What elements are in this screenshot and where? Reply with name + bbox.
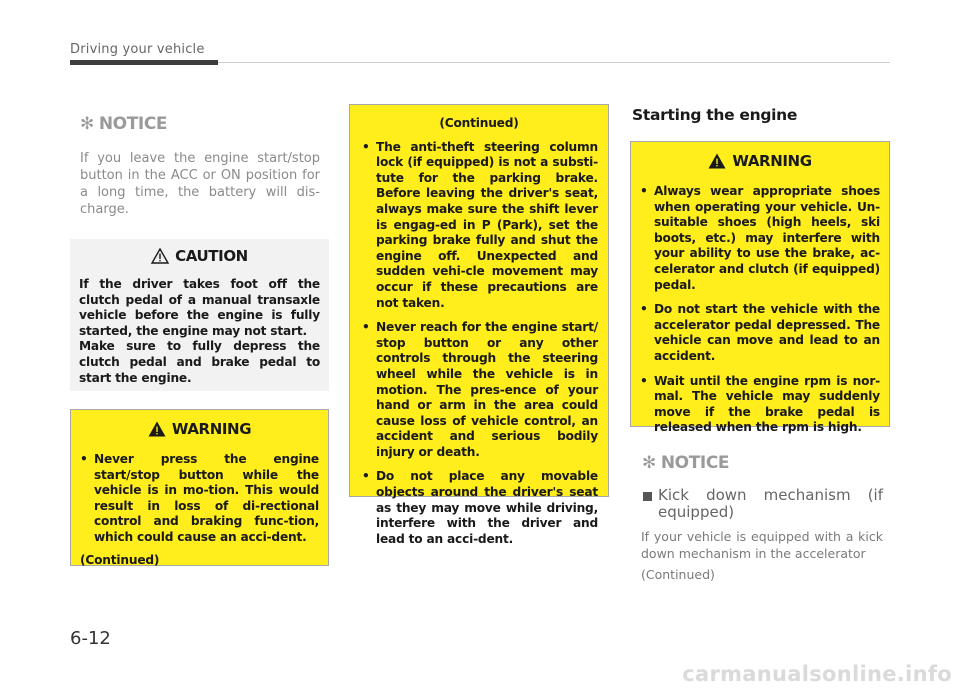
- notice-title: NOTICE: [660, 453, 730, 473]
- warning-triangle-icon: [151, 248, 169, 264]
- header-bar: [70, 60, 218, 65]
- continued-label: (Continued): [80, 552, 160, 567]
- section-title: Driving your vehicle: [70, 42, 205, 57]
- caution-line: Make sure to fully depress the clutch pedal and brake pedal to start the engine.: [79, 339, 320, 385]
- notice-subheading: [643, 487, 883, 521]
- warning-item: • Always wear appropriate shoes when operating your vehicle. Un-suitable shoes (high heels, ski boots, etc.) may interfere with your ability to use the brake, ac-celerator and clutch (if equipped) pedal.: [640, 184, 880, 293]
- warning-item: • Never reach for the engine start/ stop button or any other controls through the steering wheel while the vehicle is in motion. The pres-ence of your hand or arm in the area could cause loss of vehicle control, an accident and serious bodily injury or death.: [362, 320, 598, 460]
- caution-box: [70, 239, 329, 391]
- notice-heading: [80, 114, 167, 134]
- caution-heading: [70, 247, 329, 265]
- warning-heading: [71, 420, 328, 438]
- page-number: 6-12: [70, 628, 111, 649]
- section-heading: Starting the engine: [632, 106, 798, 124]
- notice-heading: [642, 453, 729, 473]
- notice-text: If you leave the engine start/stop button in the ACC or ON position for a long time, the battery will dis-charge.: [80, 151, 320, 217]
- warning-item: • Do not place any movable objects around the driver's seat as they may move while driving, interfere with the driver and lead to an acci-dent.: [362, 469, 598, 547]
- warning-box: [630, 141, 890, 435]
- warning-item: • The anti-theft steering column lock (if equipped) is not a substi-tute for the parking brake. Before leaving the driver's seat, always make sure the shift lever is engag-ed in P (Park), set the parking brake fully and shut the engine off. Unexpected and sudden vehi-cle movement may occur if these precautions are not taken.: [362, 140, 598, 312]
- warning-triangle-icon: [708, 153, 726, 169]
- warning-triangle-icon: [148, 421, 166, 437]
- warning-title: WARNING: [171, 420, 252, 438]
- caution-line: If the driver takes foot off the clutch pedal of a manual transaxle vehicle before the engine is fully started, the engine may not start.: [79, 277, 320, 338]
- warning-box: [70, 409, 329, 566]
- warning-item: • Do not start the vehicle with the accelerator pedal depressed. The vehicle can move and lead to an accident.: [640, 302, 880, 364]
- continued-label: (Continued): [641, 567, 715, 582]
- continued-warning-box: [349, 104, 609, 546]
- notice-star-icon: ✻: [642, 453, 656, 473]
- watermark: carmanualsonline.info: [682, 662, 952, 686]
- warning-title: WARNING: [732, 152, 812, 170]
- caution-title: CAUTION: [175, 247, 248, 265]
- notice-subheading-text: Kick down mechanism (if equipped): [658, 486, 883, 521]
- continued-label: (Continued): [439, 116, 519, 130]
- notice-star-icon: ✻: [80, 114, 94, 134]
- warning-item: • Never press the engine start/stop button while the vehicle is in mo-tion. This would result in loss of di-rectional control and braking func-tion, which could cause an acci-dent.: [80, 452, 319, 546]
- square-bullet-icon: [643, 492, 652, 501]
- caution-body: [79, 277, 320, 386]
- warning-item: • Wait until the engine rpm is nor-mal. The vehicle may suddenly move if the brake pedal is released when the rpm is high.: [640, 374, 880, 436]
- warning-heading: [631, 152, 889, 170]
- header-rule: [218, 62, 890, 63]
- notice-title: NOTICE: [98, 114, 168, 134]
- notice-text: If your vehicle is equipped with a kick down mechanism in the accelerator: [641, 529, 883, 561]
